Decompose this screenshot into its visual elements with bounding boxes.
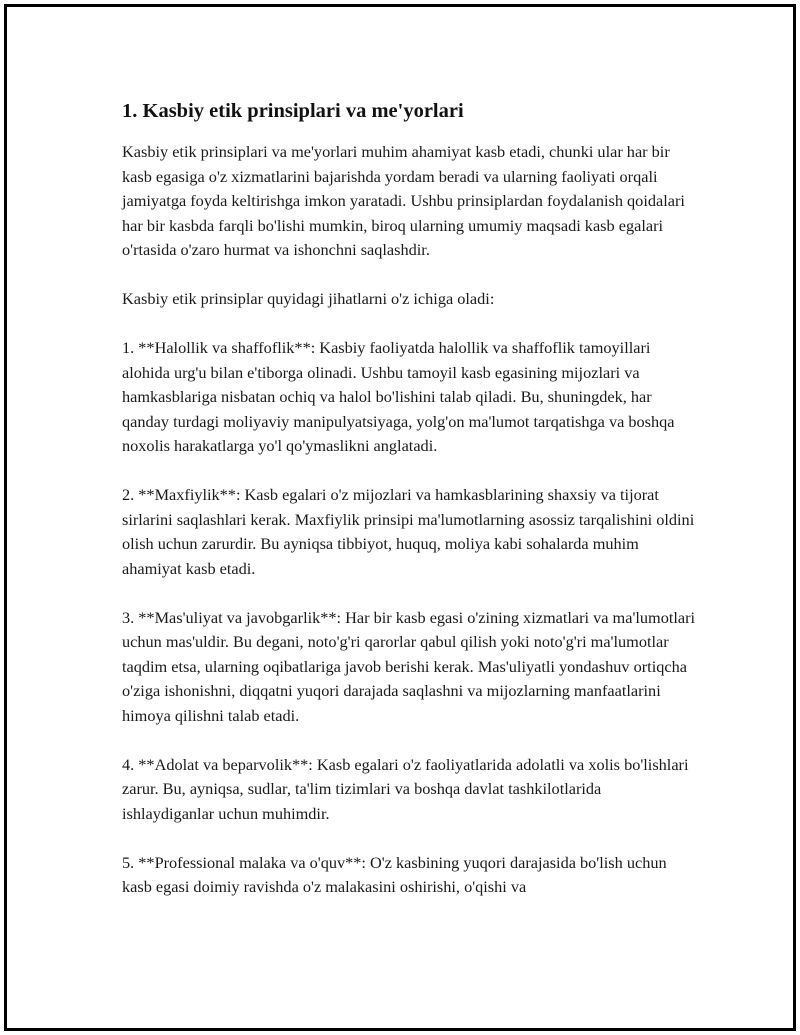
intro-paragraph: Kasbiy etik prinsiplari va me'yorlari muhim ahamiyat kasb etadi, chunki ular har bir kasb egasiga o'z xizmatlarini bajarishda yordam beradi va ularning faoliyati orqali jamiyatga foyda keltirishga imkon yaratadi. Ushbu prinsiplardan foydalanish qoidalari har bir kasbda farqli bo'lishi mumkin, biroq ularning umumiy maqsadi kasb egalari o'rtasida o'zaro hurmat va ishonchni saqlashdir. <box>122 142 685 259</box>
document-body <box>122 97 697 924</box>
principle-fairness-paragraph: 4. **Adolat va beparvolik**: Kasb egalari o'z faoliyatlarida adolatli va xolis bo'lishlari zarur. Bu, ayniqsa, sudlar, ta'lim tizimlari va boshqa davlat tashkilotlarida ishlaydiganlar uchun muhimdir. <box>122 754 689 823</box>
principle-qualification-paragraph: 5. **Professional malaka va o'quv**: O'z kasbining yuqori darajasida bo'lish uchun kasb egasi doimiy ravishda o'z malakasini oshirishi, o'qishi va <box>122 852 667 896</box>
principle-confidentiality-paragraph: 2. **Maxfiylik**: Kasb egalari o'z mijozlari va hamkasblarining shaxsiy va tijorat sirlarini saqlashlari kerak. Maxfiylik prinsipi ma'lumotlarning asossiz tarqalishini oldini olish uchun zarurdir. Bu ayniqsa tibbiyot, huquq, moliya kabi sohalarda muhim ahamiyat kasb etadi. <box>122 485 695 578</box>
document-page <box>4 4 796 1031</box>
list-lead-paragraph: Kasbiy etik prinsiplar quyidagi jihatlarni o'z ichiga oladi: <box>122 289 495 308</box>
section-title: 1. Kasbiy etik prinsiplari va me'yorlari <box>122 100 464 122</box>
principle-responsibility-paragraph: 3. **Mas'uliyat va javobgarlik**: Har bir kasb egasi o'zining xizmatlari va ma'lumotlari uchun mas'uldir. Bu degani, noto'g'ri qarorlar qabul qilish yoki noto'g'ri ma'lumotlar taqdim etsa, ularning oqibatlariga javob berishi kerak. Mas'uliyatli yondashuv ortiqcha o'ziga ishonishni, diqqatni yuqori darajada saqlashni va mijozlarning manfaatlarini himoya qilishni talab etadi. <box>122 607 696 725</box>
principle-honesty-paragraph: 1. **Halollik va shaffoflik**: Kasbiy faoliyatda halollik va shaffoflik tamoyillari alohida urg'u bilan e'tiborga olinadi. Ushbu tamoyil kasb egasining mijozlari va hamkasblariga nisbatan ochiq va halol bo'lishini talab qiladi. Bu, shuningdek, har qanday turdagi moliyaviy manipulyatsiyaga, yolg'on ma'lumot tarqatishga va boshqa noxolis harakatlarga yo'l qo'ymaslikni anglatadi. <box>122 338 675 455</box>
